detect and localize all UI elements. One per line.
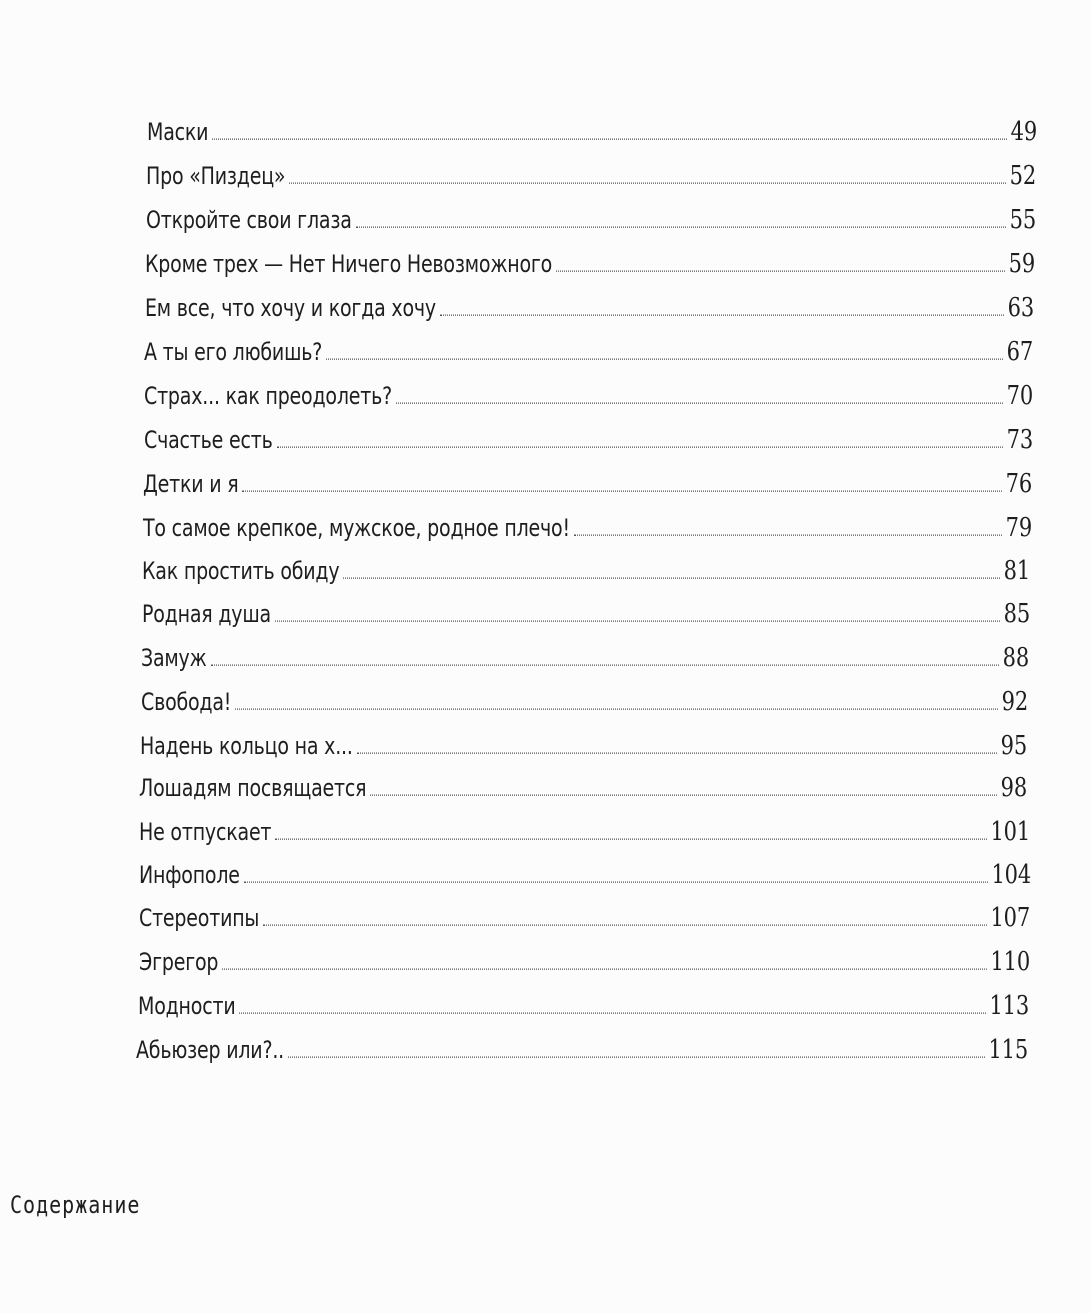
toc-entry-title: Абьюзер или?..: [136, 1036, 285, 1064]
toc-entry-title: Откройте свои глаза: [146, 206, 352, 234]
toc-leader: [370, 795, 996, 796]
toc-entry-page: 104: [991, 859, 1031, 889]
toc-leader: [277, 447, 1003, 448]
toc-entry-page: 70: [1006, 380, 1033, 410]
toc-leader: [222, 969, 986, 970]
toc-leader: [289, 183, 1005, 184]
toc-entry: [144, 380, 1033, 410]
toc-entry-page: 88: [1002, 642, 1029, 672]
toc-entry-title: Инфополе: [139, 861, 240, 889]
toc-entry: [142, 598, 1030, 628]
toc-leader: [574, 535, 1002, 536]
toc-entry: [145, 248, 1035, 278]
toc-leader: [356, 227, 1006, 228]
section-title: Содержание: [10, 1190, 141, 1219]
toc-entry-page: 98: [1000, 772, 1027, 802]
toc-entry-page: 110: [990, 946, 1030, 976]
toc-entry-page: 49: [1010, 116, 1037, 146]
toc-leader: [239, 1013, 985, 1014]
toc-entry-page: 63: [1007, 292, 1034, 322]
toc-entry-page: 73: [1006, 424, 1033, 454]
toc-entry-page: 59: [1008, 248, 1035, 278]
toc-entry-title: Замуж: [141, 644, 207, 672]
toc-leader: [357, 753, 997, 754]
toc-entry: [139, 946, 1030, 976]
toc-entry-title: Про «Пиздец»: [146, 162, 286, 190]
toc-entry-title: Ем все, что хочу и когда хочу: [145, 294, 436, 322]
toc-entry-title: Модности: [138, 992, 236, 1020]
toc-leader: [396, 403, 1003, 404]
toc-entry: [145, 292, 1034, 322]
toc-entry-page: 52: [1009, 160, 1036, 190]
toc-leader: [343, 578, 999, 579]
toc-entry: [139, 859, 1031, 889]
toc-entry: [141, 642, 1029, 672]
toc-entry: [143, 512, 1032, 542]
toc-leader: [440, 315, 1004, 316]
toc-leader: [326, 359, 1003, 360]
toc-entry: [140, 730, 1027, 760]
toc-leader: [244, 882, 988, 883]
toc-entry: [138, 990, 1029, 1020]
toc-entry-page: 113: [989, 990, 1029, 1020]
toc-entry-title: Свобода!: [141, 688, 232, 716]
toc-entry-title: Стереотипы: [139, 904, 260, 932]
toc-leader: [263, 925, 986, 926]
toc-entry-page: 79: [1005, 512, 1032, 542]
toc-entry-title: А ты его любишь?: [144, 338, 323, 366]
toc-entry: [136, 1034, 1028, 1064]
toc-entry-title: Надень кольцо на х...: [140, 732, 353, 760]
toc-leader: [235, 709, 997, 710]
toc-leader: [288, 1057, 985, 1058]
toc-entry-page: 81: [1003, 555, 1030, 585]
toc-entry: [143, 468, 1032, 498]
toc-entry-title: Родная душа: [142, 600, 271, 628]
toc-leader: [275, 621, 1000, 622]
toc-entry-title: Не отпускает: [139, 818, 272, 846]
toc-entry-title: Эгрегор: [139, 948, 219, 976]
toc-entry: [139, 816, 1030, 846]
toc-entry-title: То самое крепкое, мужское, родное плечо!: [143, 514, 570, 542]
toc-entry-title: Детки и я: [143, 470, 239, 498]
toc-entry-page: 85: [1003, 598, 1030, 628]
toc-entry: [144, 336, 1033, 366]
toc-entry: [147, 116, 1037, 146]
toc-entry: [146, 204, 1036, 234]
toc-entry-page: 67: [1006, 336, 1033, 366]
toc-entry: [139, 772, 1027, 802]
toc-entry: [139, 902, 1030, 932]
toc-entry-title: Кроме трех — Нет Ничего Невозможного: [145, 250, 553, 278]
toc-entry-page: 95: [1000, 730, 1027, 760]
toc-leader: [242, 491, 1001, 492]
toc-entry: [144, 424, 1033, 454]
toc-entry-title: Страх... как преодолеть?: [144, 382, 393, 410]
toc-entry-page: 76: [1005, 468, 1032, 498]
toc-entry-page: 92: [1001, 686, 1028, 716]
toc-leader: [556, 271, 1005, 272]
toc-entry: [142, 555, 1030, 585]
toc-entry-page: 55: [1009, 204, 1036, 234]
toc-entry-title: Лошадям посвящается: [139, 774, 367, 802]
toc-leader: [211, 665, 999, 666]
toc-leader: [275, 839, 986, 840]
toc-entry: [146, 160, 1036, 190]
toc-entry: [141, 686, 1028, 716]
toc-entry-title: Маски: [147, 118, 209, 146]
toc-entry-title: Счастье есть: [144, 426, 273, 454]
toc-leader: [212, 139, 1006, 140]
toc-entry-page: 115: [988, 1034, 1028, 1064]
toc-entry-title: Как простить обиду: [142, 557, 340, 585]
toc-entry-page: 101: [990, 816, 1030, 846]
toc-entry-page: 107: [990, 902, 1030, 932]
